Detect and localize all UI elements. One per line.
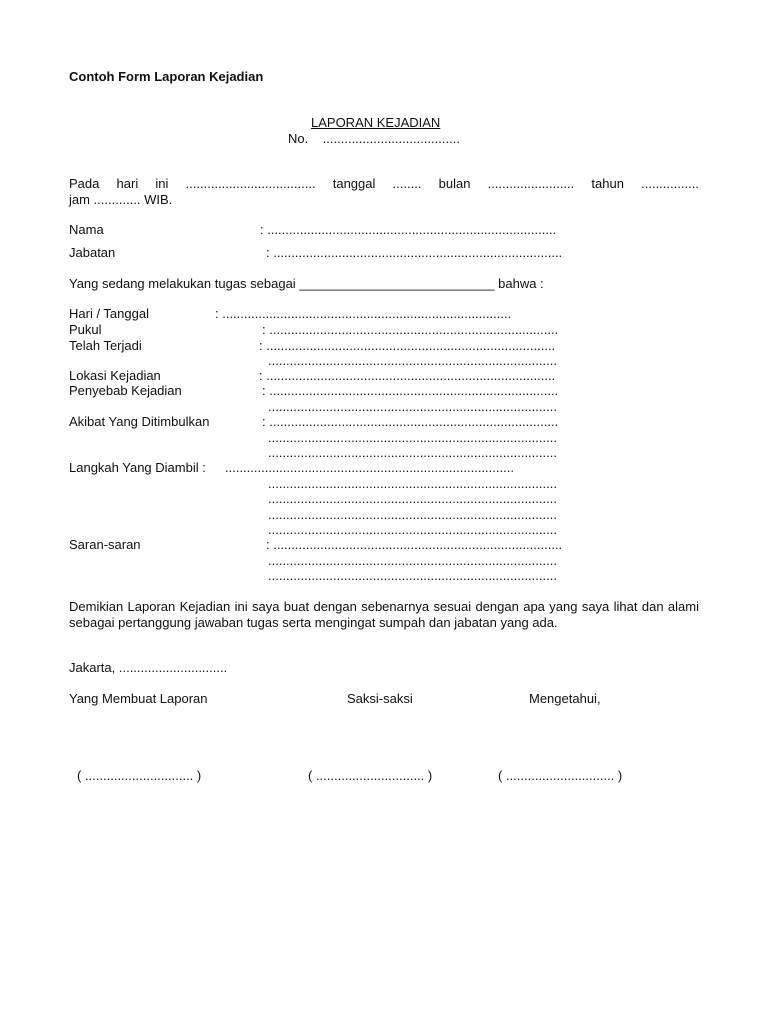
report-number-line: No. ...................................... <box>288 131 460 146</box>
witness-signature-line: ( .............................. ) <box>308 768 433 783</box>
approver-signature-line: ( .............................. ) <box>498 768 623 783</box>
document-heading: Contoh Form Laporan Kejadian <box>69 69 264 84</box>
intro-word: .................................... <box>185 176 316 191</box>
closing-statement: Demikian Laporan Kejadian ini saya buat dengan sebenarnya sesuai dengan apa yang saya lihat dan alami sebagai pertanggung jawaban tugas serta mengingat sumpah dan jabatan yang ada. <box>69 599 699 630</box>
langkah-continuation: ................................................................................ <box>268 476 557 491</box>
intro-word: Pada <box>69 176 100 191</box>
intro-word: hari <box>116 176 139 191</box>
lokasi-field: : ................................................................................ <box>259 368 556 383</box>
place-date: Jakarta, .............................. <box>69 660 228 675</box>
pukul-field: : ................................................................................ <box>262 322 559 337</box>
langkah-continuation: ................................................................................ <box>268 507 557 522</box>
lokasi-label: Lokasi Kejadian <box>69 368 161 383</box>
saran-field: : ................................................................................ <box>266 537 563 552</box>
nama-label: Nama <box>69 222 104 237</box>
intro-line <box>69 176 699 191</box>
duty-line: Yang sedang melakukan tugas sebagai ___________________________ bahwa : <box>69 276 544 291</box>
akibat-continuation: ................................................................................ <box>268 430 557 445</box>
penyebab-label: Penyebab Kejadian <box>69 383 182 398</box>
saran-continuation: ................................................................................ <box>268 568 557 583</box>
reporter-label: Yang Membuat Laporan <box>69 691 208 706</box>
hari-tanggal-field: : ................................................................................ <box>215 306 512 321</box>
intro-word: ........ <box>392 176 422 191</box>
akibat-continuation: ................................................................................ <box>268 445 557 460</box>
jabatan-label: Jabatan <box>69 245 116 260</box>
telah-terjadi-continuation: ................................................................................ <box>268 353 557 368</box>
intro-time-line: jam ............. WIB. <box>69 192 173 207</box>
intro-word: ini <box>155 176 169 191</box>
pukul-label: Pukul <box>69 322 102 337</box>
intro-word: tahun <box>591 176 624 191</box>
akibat-label: Akibat Yang Ditimbulkan <box>69 414 210 429</box>
penyebab-continuation: ................................................................................ <box>268 399 557 414</box>
akibat-field: : ................................................................................ <box>262 414 559 429</box>
witness-label: Saksi-saksi <box>347 691 413 706</box>
telah-terjadi-label: Telah Terjadi <box>69 338 142 353</box>
langkah-field: ................................................................................ <box>225 460 514 475</box>
telah-terjadi-field: : ................................................................................ <box>259 338 556 353</box>
intro-word: bulan <box>438 176 471 191</box>
intro-word: ................ <box>641 176 699 191</box>
nama-field: : ................................................................................ <box>260 222 557 237</box>
form-title: LAPORAN KEJADIAN <box>311 115 441 130</box>
saran-continuation: ................................................................................ <box>268 553 557 568</box>
intro-word: ........................ <box>487 176 575 191</box>
reporter-signature-line: ( .............................. ) <box>77 768 202 783</box>
saran-label: Saran-saran <box>69 537 141 552</box>
langkah-label: Langkah Yang Diambil : <box>69 460 206 475</box>
intro-word: tanggal <box>332 176 376 191</box>
langkah-continuation: ................................................................................ <box>268 522 557 537</box>
jabatan-field: : ................................................................................ <box>266 245 563 260</box>
approver-label: Mengetahui, <box>529 691 601 706</box>
hari-tanggal-label: Hari / Tanggal <box>69 306 149 321</box>
langkah-continuation: ................................................................................ <box>268 491 557 506</box>
penyebab-field: : ................................................................................ <box>262 383 559 398</box>
